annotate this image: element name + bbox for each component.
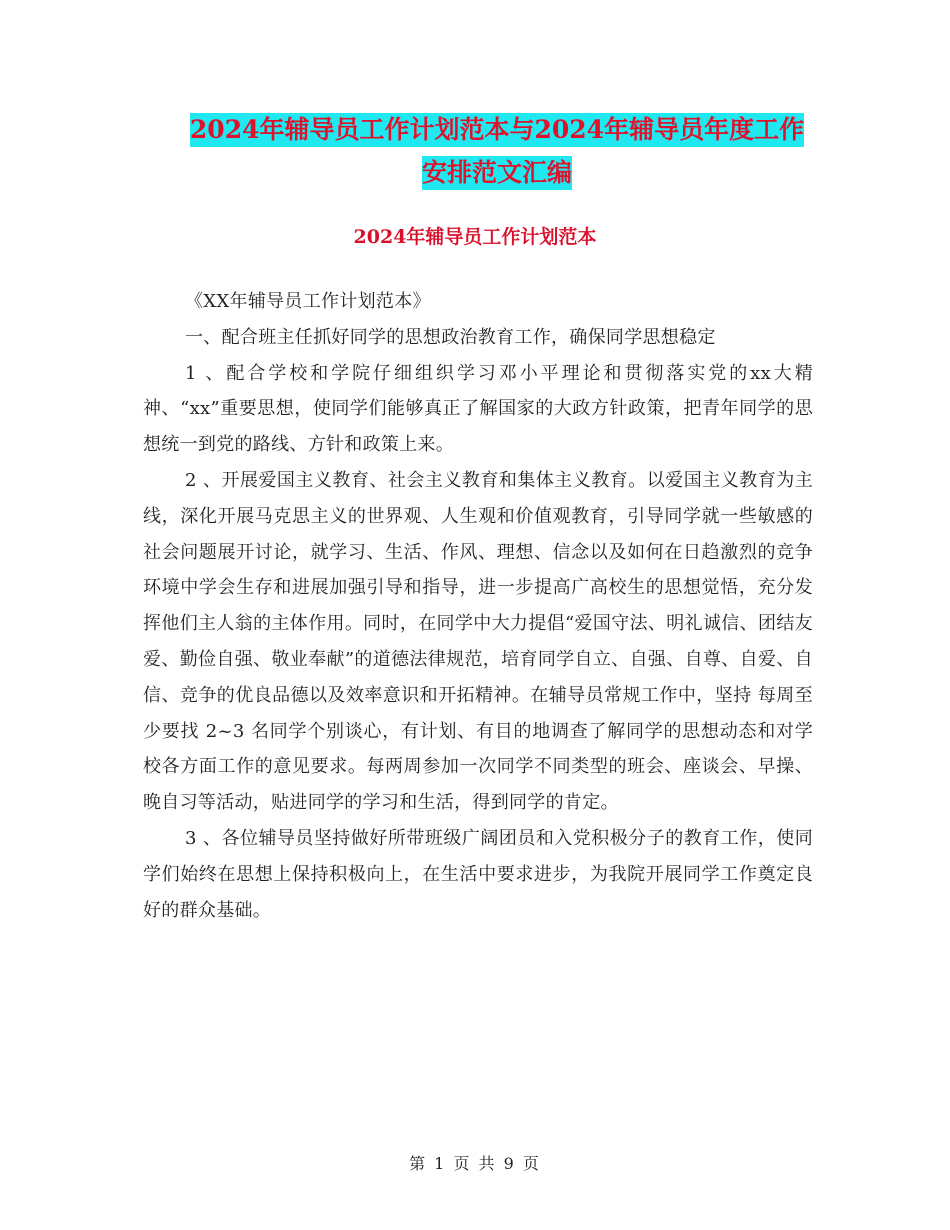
paragraph-item-3: 3 、各位辅导员坚持做好所带班级广阔团员和入党积极分子的教育工作，使同学们始终在思想上保持积极向上，在生活中要求进步，为我院开展同学工作奠定良好的群众基础。 (143, 827, 813, 921)
paragraph-heading-1: 一、配合班主任抓好同学的思想政治教育工作，确保同学思想稳定 (185, 326, 716, 348)
document-title (140, 108, 854, 194)
page-number-footer: 第 1 页 共 9 页 (409, 1154, 541, 1173)
paragraph-doc-name: 《XX年辅导员工作计划范本》 (185, 291, 431, 312)
section-title: 2024年辅导员工作计划范本 (353, 226, 597, 248)
document-title-line-1: 2024年辅导员工作计划范本与2024年辅导员年度工作 (190, 113, 804, 147)
document-body (143, 284, 813, 928)
paragraph-item-2: 2 、开展爱国主义教育、社会主义教育和集体主义教育。以爱国主义教育为主线，深化开展马克思主义的世界观、人生观和价值观教育，引导同学就一些敏感的社会问题展开讨论，就学习、生活、作风、理想、信念以及如何在日趋激烈的竞争环境中学会生存和进展加强引导和指导，进一步提高广高校生的思想觉悟，充分发挥他们主人翁的主体作用。同时，在同学中大力提倡“爱国守法、明礼诚信、团结友爱、勤俭自强、敬业奉献”的道德法律规范，培育同学自立、自强、自尊、自爱、自信、竞争的优良品德以及效率意识和开拓精神。在辅导员常规工作中，坚持 每周至少要找 2~3 名同学个别谈心，有计划、有目的地调查了解同学的思想动态和对学校各方面工作的意见要求。每两周参加一次同学不同类型的班会、座谈会、早操、晚自习等活动，贴进同学的学习和生活，得到同学的肯定。 (143, 469, 813, 814)
document-title-line-2: 安排范文汇编 (422, 156, 572, 190)
paragraph-item-1: 1 、配合学校和学院仔细组织学习邓小平理论和贯彻落实党的xx大精神、“xx”重要思想，使同学们能够真正了解国家的大政方针政策，把青年同学的思想统一到党的路线、方针和政策上来。 (143, 362, 813, 456)
